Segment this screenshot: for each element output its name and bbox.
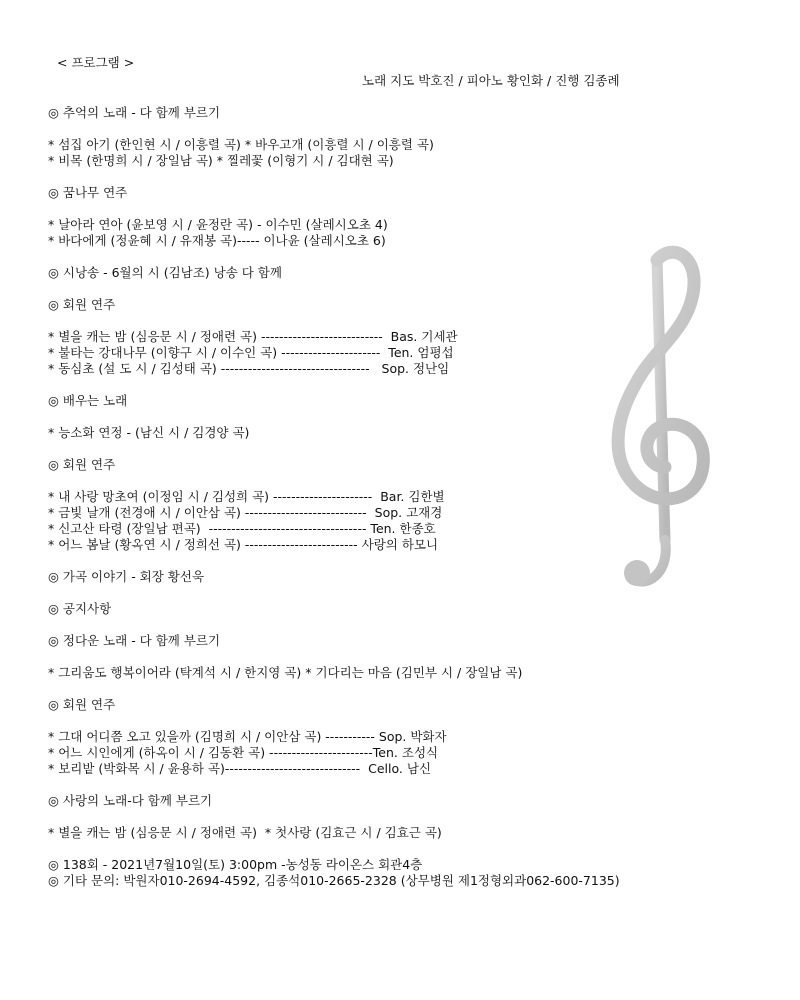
program-heading: < 프로그램 > (57, 55, 135, 70)
program-item: * 별을 캐는 밤 (심응문 시 / 정애련 곡) * 첫사랑 (김효근 시 / 김효근 곡) (48, 825, 442, 840)
treble-clef-icon (595, 235, 720, 600)
program-item: * 그리움도 행복이어라 (탁계석 시 / 한지영 곡) * 기다리는 마음 (김민부 시 / 장일남 곡) (48, 665, 523, 680)
section-title: ◎ 회원 연주 (48, 457, 116, 472)
program-item: * 내 사랑 망초여 (이정임 시 / 김성희 곡) ---------------------- Bar. 김한별 (48, 489, 445, 504)
spacer (48, 681, 708, 697)
spacer (48, 713, 708, 729)
section-title: ◎ 정다운 노래 - 다 함께 부르기 (48, 633, 221, 648)
program-item: * 금빛 날개 (전경애 시 / 이안삼 곡) --------------------------- Sop. 고재경 (48, 505, 443, 520)
event-info: ◎ 138회 - 2021년7월10일(토) 3:00pm -농성동 라이온스 회관4층 (48, 857, 423, 872)
program-item: * 불타는 강대나무 (이향구 시 / 이수인 곡) ---------------------- Ten. 엄평섭 (48, 345, 454, 360)
spacer (48, 841, 708, 857)
spacer (48, 201, 708, 217)
section-title: ◎ 꿈나무 연주 (48, 185, 128, 200)
section-title: ◎ 공지사항 (48, 601, 112, 616)
program-item: * 섬집 아기 (한인현 시 / 이흥렬 곡) * 바우고개 (이흥렬 시 / 이흥렬 곡) (48, 137, 434, 152)
credits-line: 노래 지도 박호진 / 피아노 황인화 / 진행 김종례 (362, 73, 620, 88)
program-item: * 보리밭 (박화목 시 / 윤용하 곡)------------------------------ Cello. 남신 (48, 761, 432, 776)
program-item: * 어느 봄날 (황옥연 시 / 정희선 곡) ------------------------- 사랑의 하모니 (48, 537, 439, 552)
spacer (48, 649, 708, 665)
program-item: * 어느 시인에게 (하옥이 시 / 김동환 곡) -----------------------Ten. 조성식 (48, 745, 439, 760)
contact-info: ◎ 기타 문의: 박원자010-2694-4592, 김종석010-2665-2328 (상무병원 제1정형외과062-600-7135) (48, 873, 620, 888)
section-title: ◎ 시낭송 - 6월의 시 (김남조) 낭송 다 함께 (48, 265, 282, 280)
section-title: ◎ 배우는 노래 (48, 393, 128, 408)
program-item: * 동심초 (설 도 시 / 김성태 곡) --------------------------------- Sop. 정난임 (48, 361, 450, 376)
section-title: ◎ 회원 연주 (48, 697, 116, 712)
section-title: ◎ 추억의 노래 - 다 함께 부르기 (48, 105, 221, 120)
program-item: * 비목 (한명희 시 / 장일남 곡) * 찔레꽃 (이형기 시 / 김대현 곡) (48, 153, 394, 168)
program-item: * 바다에게 (정윤혜 시 / 유재봉 곡)----- 이나윤 (살레시오초 6) (48, 233, 386, 248)
program-item: * 날아라 연아 (윤보영 시 / 윤정란 곡) - 이수민 (살레시오초 4) (48, 217, 388, 232)
program-item: * 그대 어디쯤 오고 있을까 (김명희 시 / 이안삼 곡) ----------- Sop. 박화자 (48, 729, 447, 744)
program-item: * 능소화 연정 - (남신 시 / 김경양 곡) (48, 425, 250, 440)
program-item: * 신고산 타령 (장일남 편곡) ----------------------------------- Ten. 한종호 (48, 521, 436, 536)
spacer (48, 169, 708, 185)
spacer (48, 121, 708, 137)
program-item: * 별을 캐는 밤 (심응문 시 / 정애련 곡) --------------------------- Bas. 기세관 (48, 329, 458, 344)
spacer (48, 617, 708, 633)
section-title: ◎ 가곡 이야기 - 회장 황선욱 (48, 569, 205, 584)
section-title: ◎ 회원 연주 (48, 297, 116, 312)
section-title: ◎ 사랑의 노래-다 함께 부르기 (48, 793, 213, 808)
spacer (48, 809, 708, 825)
spacer (48, 777, 708, 793)
